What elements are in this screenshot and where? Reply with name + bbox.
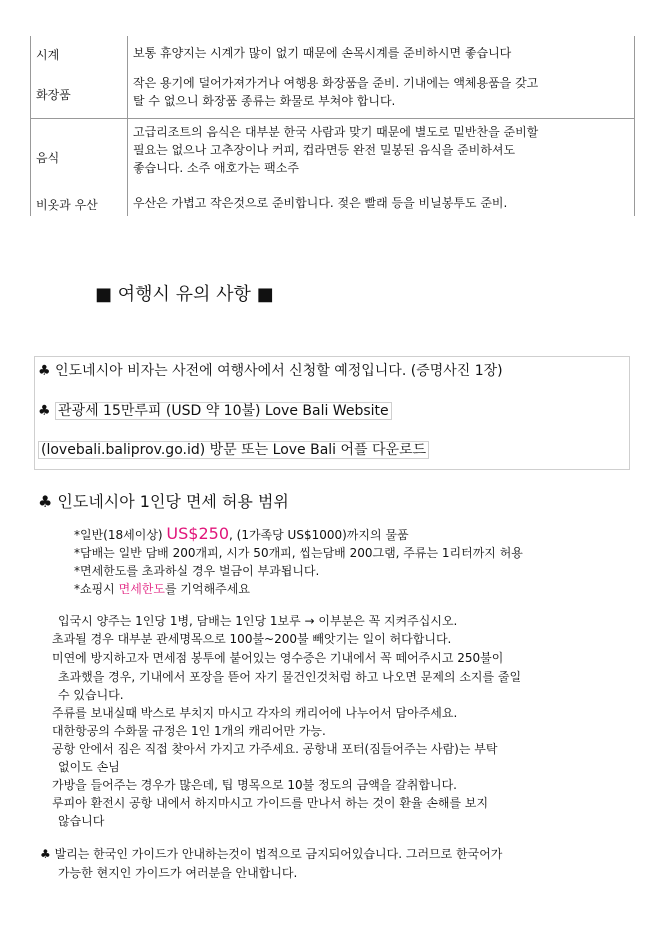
- table-row-text: [133, 194, 630, 212]
- table-border-left: [30, 36, 31, 216]
- visa-tax-text: 관광세 15만루피 (USD 약 10불) Love Bali Website: [55, 402, 392, 420]
- note-line: 초과될 경우 대부분 관세명목으로 100불~200불 빼앗기는 일이 허다합니다.: [52, 632, 452, 646]
- dutyfree-line: [74, 524, 409, 543]
- note-line: 입국시 양주는 1인당 1병, 담배는 1인당 1보루 → 이부분은 꼭 지켜주십시오.: [58, 614, 458, 628]
- table-row-label: 화장품: [36, 88, 71, 102]
- table-row-text-line: 보통 휴양지는 시계가 많이 없기 때문에 손목시계를 준비하시면 좋습니다: [133, 46, 512, 60]
- table-border-right: [634, 36, 635, 216]
- packing-table: [30, 36, 635, 216]
- table-column-divider: [127, 36, 128, 216]
- dutyfree-text: *일반(18세이상): [74, 528, 163, 542]
- visa-line: ♣ 인도네시아 비자는 사전에 여행사에서 신청할 예정입니다. (증명사진 1장): [38, 363, 503, 379]
- dutyfree-text: 를 기억해주세요: [164, 582, 250, 596]
- club-icon: ♣: [38, 403, 51, 419]
- table-row-text: [133, 74, 630, 110]
- note-line: 수 있습니다.: [58, 688, 124, 702]
- section-title: ■ 여행시 유의 사항 ■: [95, 284, 274, 305]
- note-line: 루피아 환전시 공항 내에서 하지마시고 가이드를 만나서 하는 것이 환율 손해를 보지: [52, 796, 489, 810]
- note-line: 초과했을 경우, 기내에서 포장을 뜯어 자기 물건인것처럼 하고 나오면 문제의 소지를 줄일: [58, 670, 522, 684]
- table-row-text: [133, 44, 630, 62]
- note-line: 주류를 보내실때 박스로 부치지 마시고 각자의 캐리어에 나누어서 담아주세요.: [52, 706, 458, 720]
- guide-line: 가능한 현지인 가이드가 여러분을 안내합니다.: [58, 866, 298, 880]
- dutyfree-heading: ♣ 인도네시아 1인당 면세 허용 범위: [38, 492, 289, 511]
- table-row-text-line: 우산은 가볍고 작은것으로 준비합니다. 젖은 빨래 등을 비닐봉투도 준비.: [133, 196, 508, 210]
- visa-line: [38, 439, 429, 459]
- dutyfree-highlight: 면세한도: [118, 582, 165, 596]
- note-line: 가방을 들어주는 경우가 많은데, 팁 명목으로 10불 정도의 금액을 갈취합니다.: [52, 778, 457, 792]
- dutyfree-line: *면세한도를 초과하실 경우 벌금이 부과됩니다.: [74, 564, 320, 578]
- table-row-text: [133, 123, 630, 177]
- note-line: 않습니다: [58, 814, 105, 828]
- table-row-label: 음식: [36, 151, 60, 165]
- table-row-label: 시계: [36, 48, 60, 62]
- table-row-text-line: 고급리조트의 음식은 대부분 한국 사람과 맞기 때문에 별도로 밑반찬을 준비할: [133, 125, 539, 139]
- table-row-text-line: 탈 수 없으니 화장품 종류는 화물로 부쳐야 합니다.: [133, 94, 396, 108]
- dutyfree-amount: US$250: [166, 524, 230, 543]
- dutyfree-text: *쇼핑시: [74, 582, 115, 596]
- guide-line: ♣ 발리는 한국인 가이드가 안내하는것이 법적으로 금지되어있습니다. 그러므로 한국어가: [40, 847, 503, 861]
- note-line: 없이도 손님: [58, 760, 120, 774]
- dutyfree-line: [74, 580, 250, 597]
- dutyfree-line: *담배는 일반 담배 200개피, 시가 50개피, 씹는담배 200그램, 주류는 1리터까지 허용: [74, 546, 523, 560]
- table-row-label: 비옷과 우산: [36, 198, 98, 212]
- table-row-text-line: 작은 용기에 덜어가져가거나 여행용 화장품을 준비. 기내에는 액체용품을 갖고: [133, 76, 539, 90]
- dutyfree-text: , (1가족당 US$1000)까지의 물품: [229, 528, 409, 542]
- note-line: 대한항공의 수화물 규정은 1인 1개의 캐리어만 가능.: [52, 724, 326, 738]
- table-row-divider: [30, 118, 635, 119]
- note-line: 공항 안에서 짐은 직접 찾아서 가지고 가주세요. 공항내 포터(짐들어주는 사람)는 부탁: [52, 742, 498, 756]
- visa-line: [38, 400, 392, 420]
- visa-website-text: (lovebali.baliprov.go.id) 방문 또는 Love Bali 어플 다운로드: [38, 441, 429, 459]
- table-row-text-line: 좋습니다. 소주 애호가는 팩소주: [133, 161, 299, 175]
- note-line: 미연에 방지하고자 면세점 봉투에 붙어있는 영수증은 기내에서 꼭 떼어주시고 250불이: [52, 651, 504, 665]
- table-row-text-line: 필요는 없으나 고추장이나 커피, 컵라면등 완전 밀봉된 음식을 준비하셔도: [133, 143, 516, 157]
